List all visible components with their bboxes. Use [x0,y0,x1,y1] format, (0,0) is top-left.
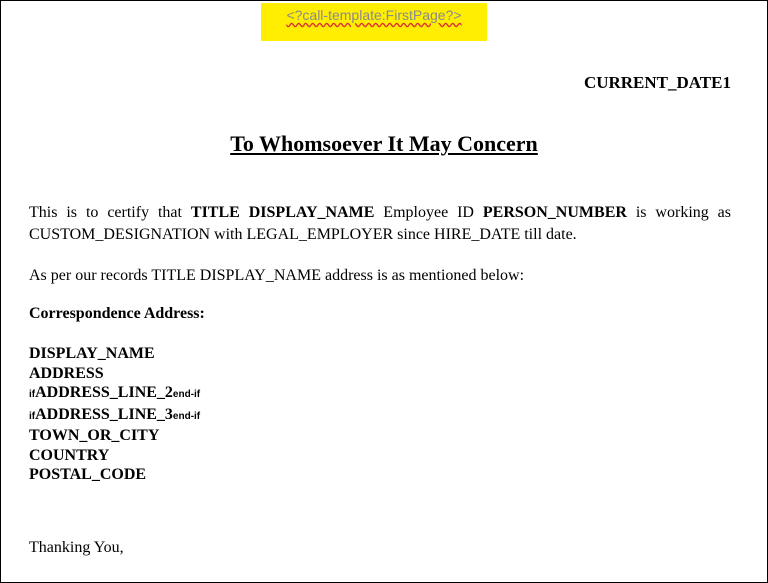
correspondence-label: Correspondence Address: [29,305,205,322]
address-block [29,344,200,485]
address-line-2-row [29,383,200,405]
address-line-3: ADDRESS_LINE_3 [35,405,173,423]
letter-heading: To Whomsoever It May Concern [230,131,538,156]
current-date-field: CURRENT_DATE1 [583,73,731,92]
if-marker: if [29,389,36,400]
p1-text-1: This is to certify that [29,204,191,221]
p1-display-name: TITLE DISPLAY_NAME [190,204,375,221]
end-if-marker: end-if [172,389,201,400]
records-paragraph: As per our records TITLE DISPLAY_NAME address is as mentioned below: [29,267,525,284]
template-tag-highlight[interactable] [261,3,487,41]
template-tag-text: <?call-template:FirstPage?> [286,7,462,23]
certification-paragraph [29,202,731,246]
closing-line: Thanking You, [29,539,124,556]
p1-person-number: PERSON_NUMBER [482,204,627,221]
end-if-marker: end-if [172,410,201,422]
address-postal-code: POSTAL_CODE [29,466,147,483]
address-line-1: ADDRESS [29,364,104,382]
if-marker: if [29,410,36,422]
address-country: COUNTRY [29,446,110,464]
p1-text-3: is working as CUSTOM_DESIGNATION with LEGAL_EMPLOYER since HIRE_DATE till date. [29,204,732,243]
address-line-3-row [29,405,200,427]
address-line-2: ADDRESS_LINE_2 [35,384,173,401]
address-town: TOWN_OR_CITY [29,427,160,444]
address-display-name: DISPLAY_NAME [29,345,155,362]
p1-text-2: Employee ID [374,204,483,221]
